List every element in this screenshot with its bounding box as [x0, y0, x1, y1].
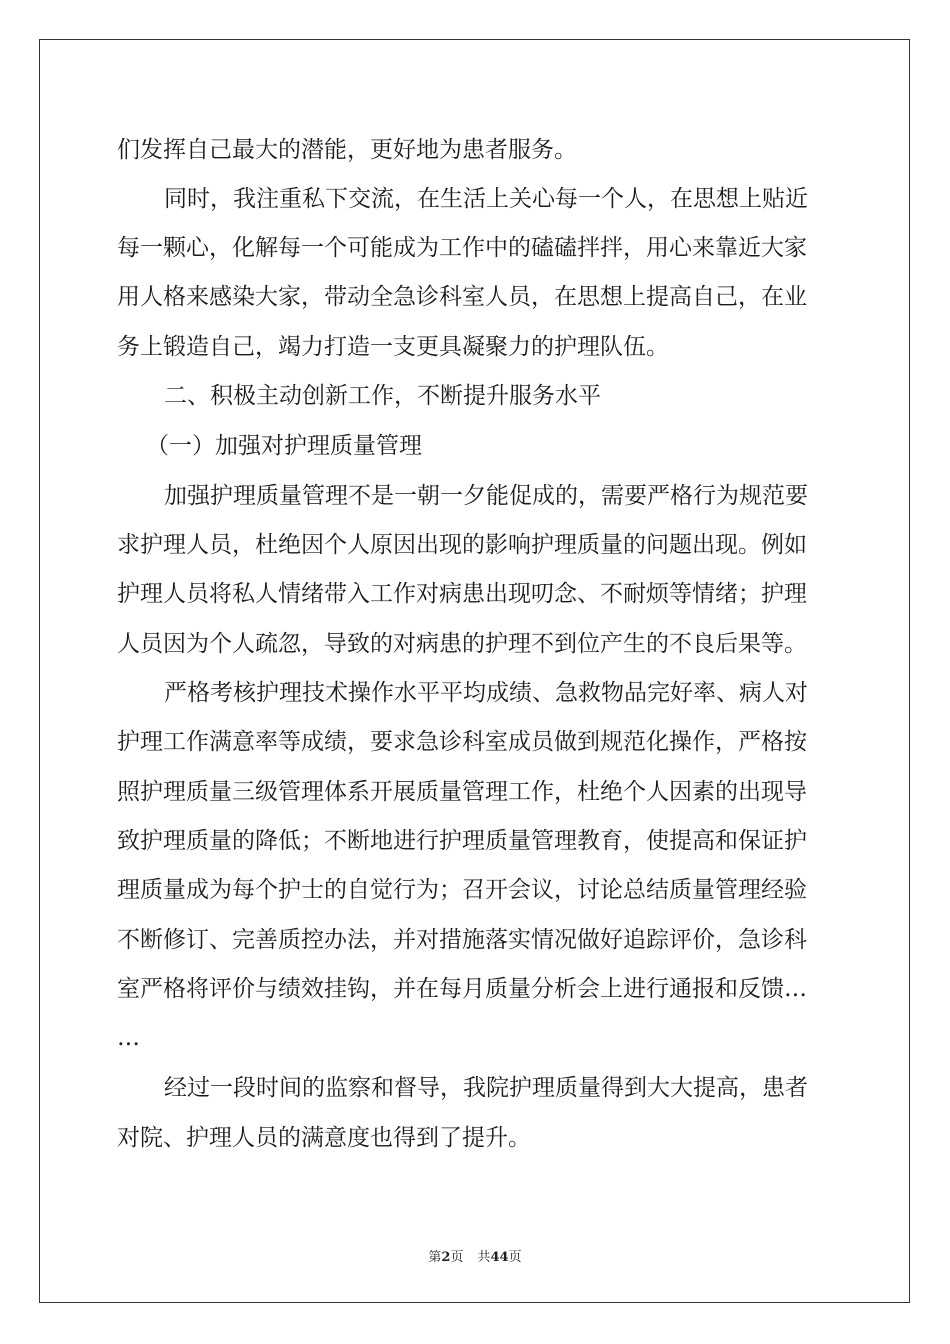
page-border: [39, 39, 910, 1303]
footer-prefix: 第: [428, 1250, 442, 1265]
subsection-heading: （一）加强对护理质量管理: [146, 433, 422, 459]
body-line: 们发挥自己最大的潜能，更好地为患者服务。: [117, 137, 577, 163]
total-pages-number: 44: [490, 1250, 509, 1265]
body-line: 不断修订、完善质控办法，并对措施落实情况做好追踪评价，急诊科: [117, 927, 807, 953]
body-line: 用人格来感染大家，带动全急诊科室人员，在思想上提高自己，在业: [117, 284, 807, 310]
footer-total-unit: 页: [508, 1250, 522, 1265]
section-heading: 二、积极主动创新工作，不断提升服务水平: [164, 383, 601, 409]
body-line: 致护理质量的降低；不断地进行护理质量管理教育，使提高和保证护: [117, 828, 807, 854]
footer-total-prefix: 共: [477, 1250, 491, 1265]
body-line: 人员因为个人疏忽，导致的对病患的护理不到位产生的不良后果等。: [117, 631, 807, 657]
current-page-number: 2: [441, 1250, 451, 1265]
body-line: 理质量成为每个护士的自觉行为；召开会议，讨论总结质量管理经验: [117, 877, 807, 903]
body-line: 同时，我注重私下交流，在生活上关心每一个人，在思想上贴近: [164, 186, 808, 212]
body-line: 加强护理质量管理不是一朝一夕能促成的，需要严格行为规范要: [164, 483, 808, 509]
body-line: …: [117, 1025, 140, 1051]
body-line: 务上锻造自己，竭力打造一支更具凝聚力的护理队伍。: [117, 334, 669, 360]
body-line: 室严格将评价与绩效挂钩，并在每月质量分析会上进行通报和反馈…: [117, 976, 807, 1002]
body-line: 护理工作满意率等成绩，要求急诊科室成员做到规范化操作，严格按: [117, 729, 807, 755]
footer-page-unit: 页: [450, 1250, 464, 1265]
page-footer: [0, 1246, 950, 1265]
body-line: 求护理人员，杜绝因个人原因出现的影响护理质量的问题出现。例如: [117, 532, 807, 558]
body-line: 照护理质量三级管理体系开展质量管理工作，杜绝个人因素的出现导: [117, 779, 807, 805]
body-line: 经过一段时间的监察和督导，我院护理质量得到大大提高，患者: [164, 1075, 808, 1101]
body-line: 严格考核护理技术操作水平平均成绩、急救物品完好率、病人对: [164, 680, 808, 706]
body-line: 每一颗心，化解每一个可能成为工作中的磕磕拌拌，用心来靠近大家: [117, 235, 807, 261]
body-line: 对院、护理人员的满意度也得到了提升。: [117, 1125, 531, 1151]
body-line: 护理人员将私人情绪带入工作对病患出现叨念、不耐烦等情绪；护理: [117, 581, 807, 607]
